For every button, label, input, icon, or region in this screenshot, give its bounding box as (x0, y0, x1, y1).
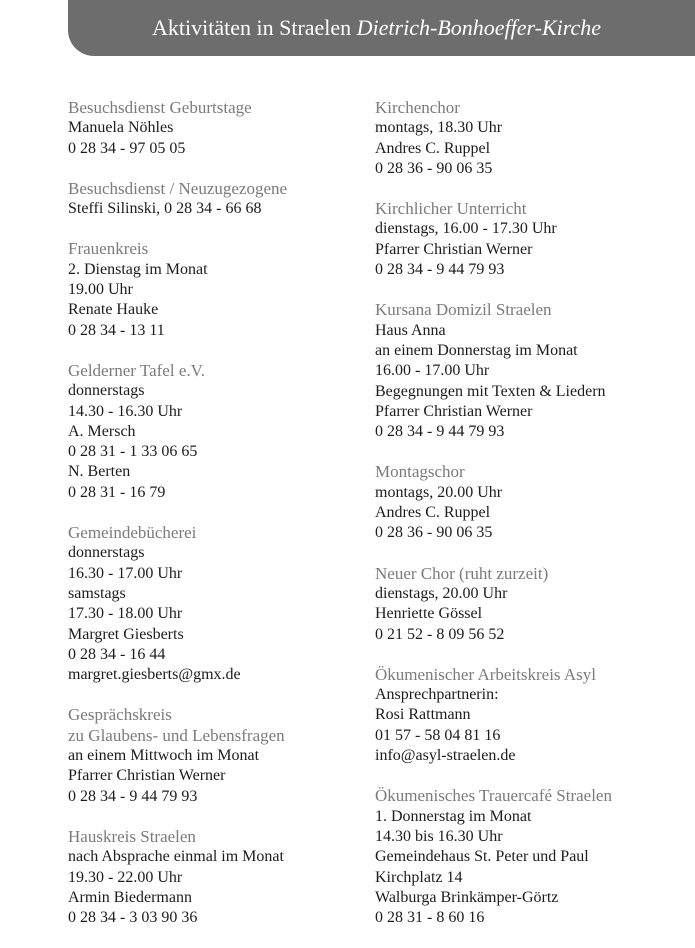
entry-line: Walburga Brinkämper-Görtz (375, 888, 559, 906)
entry-line: 1. Donnerstag im Monat (375, 807, 532, 825)
entry-line: 16.30 - 17.00 Uhr (68, 564, 183, 582)
entry-line: 0 28 31 - 1 33 06 65 (68, 443, 198, 461)
entry-line: Pfarrer Christian Werner (375, 240, 533, 258)
entry-line: samstags (68, 584, 126, 602)
entry-line: Steffi Silinski, 0 28 34 - 66 68 (68, 200, 262, 218)
entry-title: Kirchenchor (375, 98, 460, 117)
entry-frauenkreis (68, 239, 358, 340)
entry-line: dienstags, 16.00 - 17.30 Uhr (375, 220, 557, 238)
header-subtitle: Dietrich-Bonhoeffer-Kirche (356, 15, 602, 40)
entry-line: A. Mersch (68, 422, 136, 440)
entry-gespraechskreis (68, 705, 358, 806)
entry-title: zu Glaubens- und Lebensfragen (68, 725, 285, 745)
entry-montagschor (375, 462, 685, 543)
entry-neuer-chor-ruht-zurzeit (375, 564, 685, 645)
entry-line: 14.30 bis 16.30 Uhr (375, 827, 503, 845)
entry-line: Rosi Rattmann (375, 706, 471, 724)
entry-line: montags, 18.30 Uhr (375, 119, 503, 137)
entry-line: 0 28 36 - 90 06 35 (375, 159, 493, 177)
entry-line: 0 28 31 - 8 60 16 (375, 909, 485, 927)
left-column (68, 98, 358, 948)
entry-line: montags, 20.00 Uhr (375, 483, 503, 501)
header-title: Aktivitäten in Straelen (152, 15, 352, 40)
entry-line: Andres C. Ruppel (375, 139, 491, 157)
entry-line: donnerstags (68, 544, 145, 562)
entry-title: Hauskreis Straelen (68, 826, 196, 846)
entry-title: Kirchlicher Unterricht (375, 199, 527, 219)
entry-line: margret.giesberts@gmx.de (68, 666, 241, 684)
entry-title: Kursana Domizil Straelen (375, 300, 552, 320)
entry-line: Pfarrer Christian Werner (68, 767, 226, 785)
entry-line: Henriette Gössel (375, 605, 483, 623)
entry-oekumenisches-trauercaf-straelen (375, 786, 685, 928)
entry-line: N. Berten (68, 463, 131, 481)
entry-title: Neuer Chor (ruht zurzeit) (375, 563, 549, 583)
entry-line: Kirchplatz 14 (375, 868, 463, 886)
entry-line: Gemeindehaus St. Peter und Paul (375, 848, 589, 866)
entry-line: 0 28 34 - 13 11 (68, 321, 165, 339)
entry-kursana-domizil-straelen (375, 300, 685, 442)
entry-hauskreis-straelen (68, 827, 358, 928)
entry-line: 0 28 34 - 97 05 05 (68, 139, 186, 157)
entry-besuchsdienst-neuzugezogene (68, 179, 358, 220)
entry-line: donnerstags (68, 382, 145, 400)
entry-line: Renate Hauke (68, 301, 159, 319)
entry-line: 0 28 34 - 16 44 (68, 645, 166, 663)
entry-title: Besuchsdienst / Neuzugezogene (68, 178, 288, 198)
entry-line: Ansprechpartnerin: (375, 686, 499, 704)
entry-line: Manuela Nöhles (68, 119, 174, 137)
entry-gelderner-tafel-e-v (68, 361, 358, 503)
entry-line: 0 28 34 - 9 44 79 93 (375, 423, 505, 441)
entry-line: 01 57 - 58 04 81 16 (375, 726, 501, 744)
page-title (152, 12, 692, 44)
entry-line: 19.00 Uhr (68, 281, 133, 299)
entry-title: Gelderner Tafel e.V. (68, 360, 205, 380)
entry-line: 0 28 34 - 9 44 79 93 (375, 261, 505, 279)
entry-line: nach Absprache einmal im Monat (68, 848, 284, 866)
right-column (375, 98, 685, 948)
entry-line: 16.00 - 17.00 Uhr (375, 362, 490, 380)
entry-line: 2. Dienstag im Monat (68, 260, 208, 278)
entry-line: an einem Mittwoch im Monat (68, 747, 260, 765)
entry-line: 14.30 - 16.30 Uhr (68, 402, 183, 420)
header-banner (68, 0, 695, 56)
entry-line: Armin Biedermann (68, 888, 192, 906)
entry-line: 0 28 34 - 9 44 79 93 (68, 787, 198, 805)
entry-title: Ökumenisches Trauercafé Straelen (375, 786, 612, 806)
entry-line: Pfarrer Christian Werner (375, 402, 533, 420)
entry-line: 19.30 - 22.00 Uhr (68, 868, 183, 886)
entry-kirchenchor (375, 98, 685, 179)
entry-title: Gesprächskreis (68, 705, 172, 725)
entry-title: Frauenkreis (68, 239, 149, 259)
entry-line: Begegnungen mit Texten & Liedern (375, 382, 606, 400)
entry-line: 0 28 31 - 16 79 (68, 483, 166, 501)
entry-oekumenischer-arbeitskreis-asyl (375, 665, 685, 766)
entry-line: an einem Donnerstag im Monat (375, 341, 578, 359)
entry-line: 0 21 52 - 8 09 56 52 (375, 625, 505, 643)
entry-kirchlicher-unterricht (375, 199, 685, 280)
entry-line: Andres C. Ruppel (375, 504, 491, 522)
entry-line: dienstags, 20.00 Uhr (375, 584, 508, 602)
entry-line: Margret Giesberts (68, 625, 184, 643)
entry-title: Montagschor (375, 462, 465, 482)
entry-title: Besuchsdienst Geburtstage (68, 98, 252, 117)
entry-line: info@asyl-straelen.de (375, 747, 516, 765)
entry-title: Gemeindebücherei (68, 523, 197, 543)
entry-line: Haus Anna (375, 321, 446, 339)
entry-besuchsdienst-geburtstage (68, 98, 358, 159)
entry-line: 17.30 - 18.00 Uhr (68, 605, 183, 623)
entry-line: 0 28 34 - 3 03 90 36 (68, 909, 198, 927)
entry-line: 0 28 36 - 90 06 35 (375, 524, 493, 542)
entry-title: Ökumenischer Arbeitskreis Asyl (375, 664, 596, 684)
entry-gemeindebuecherei (68, 523, 358, 685)
